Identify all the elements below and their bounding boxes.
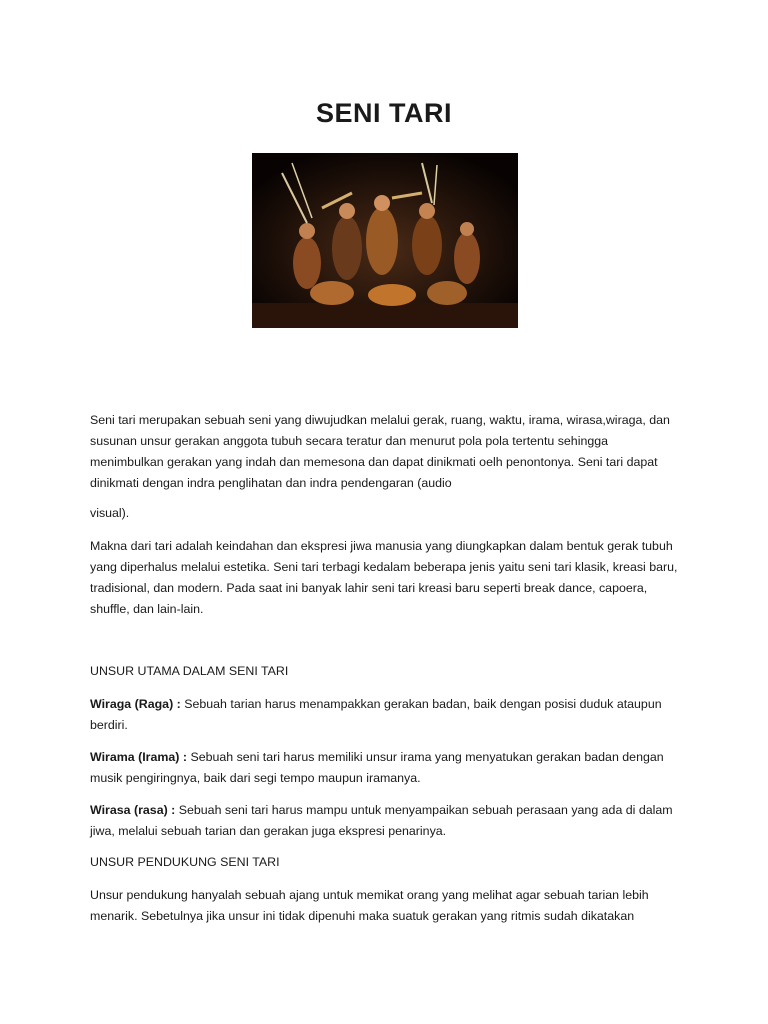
dancers-illustration [252, 153, 518, 328]
list-item [90, 747, 680, 789]
description: Sebuah seni tari harus mampu untuk menyampaikan sebuah perasaan yang ada di dalam jiwa, melalui sebuah tarian dan gerakan juga ekspresi penarinya. [90, 803, 673, 838]
separator: : [167, 803, 179, 817]
paragraph-text: Unsur pendukung hanyalah sebuah ajang untuk memikat orang yang melihat agar sebuah tarian lebih menarik. Sebetulnya jika unsur ini tidak dipenuhi maka suatuk gerakan yang ritmis sudah dikatakan [90, 888, 649, 923]
paragraph-text: Makna dari tari adalah keindahan dan ekspresi jiwa manusia yang diungkapkan dalam bentuk gerak tubuh yang diperhalus melalui estetika. Seni tari terbagi kedalam beberapa jenis yaitu seni tari klasik, kreasi baru, tradisional, dan modern. Pada saat ini banyak lahir seni tari kreasi baru seperti break dance, capoera, shuffle, dan lain-lain. [90, 539, 678, 616]
page-title: SENI TARI [315, 98, 452, 128]
description: Sebuah seni tari harus memiliki unsur irama yang menyatukan gerakan badan dengan musik pengiringnya, baik dari segi tempo maupun iramanya. [90, 750, 664, 785]
term: Wirama (Irama) [90, 750, 180, 764]
dancers-photo-icon [252, 153, 518, 328]
list-item [90, 694, 680, 736]
paragraph-supporting [90, 885, 680, 927]
separator: : [179, 750, 191, 764]
section-heading-main-elements: UNSUR UTAMA DALAM SENI TARI [90, 664, 289, 678]
list-item [90, 800, 680, 842]
term: Wirasa (rasa) [90, 803, 168, 817]
description: Sebuah tarian harus menampakkan gerakan badan, baik dengan posisi duduk ataupun berdiri. [90, 697, 662, 732]
term: Wiraga (Raga) [90, 697, 174, 711]
paragraph-text: Seni tari merupakan sebuah seni yang diwujudkan melalui gerak, ruang, waktu, irama, wirasa,wiraga, dan susunan unsur gerakan anggota tubuh secara teratur dan menurut pola pola tertentu sehingga menimbulkan gerakan yang indah dan memesona dan dapat dinikmati oelh penontonya. Seni tari dapat dinikmati dengan indra penglihatan dan indra pendengaran (audio [90, 413, 670, 490]
paragraph-continuation [90, 503, 680, 524]
separator: : [173, 697, 185, 711]
paragraph-text: visual). [90, 506, 130, 520]
paragraph-meaning [90, 536, 680, 620]
paragraph-intro [90, 410, 680, 494]
section-heading-supporting-elements: UNSUR PENDUKUNG SENI TARI [90, 855, 280, 869]
